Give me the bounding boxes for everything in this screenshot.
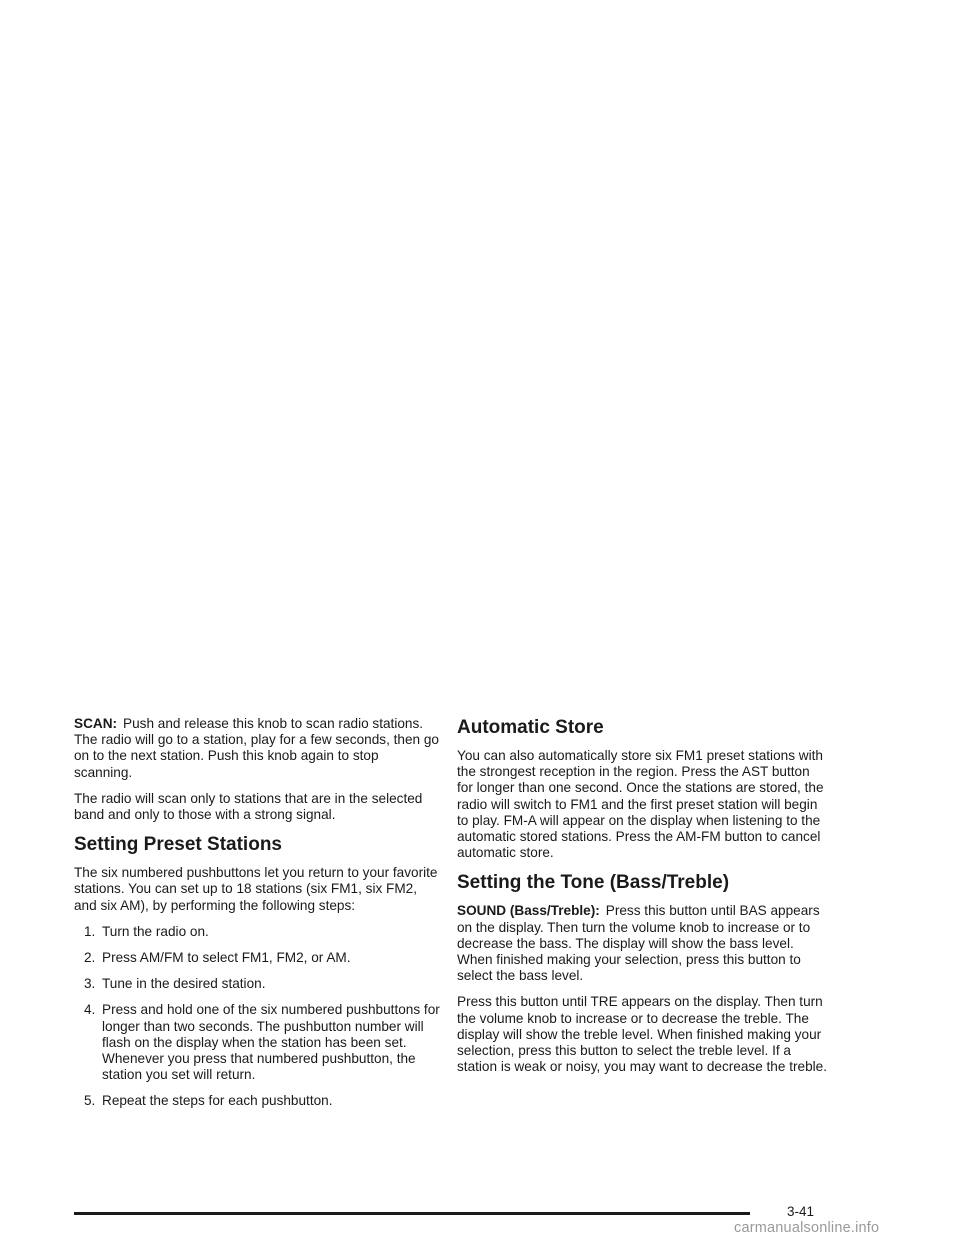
watermark: carmanualsonline.info	[734, 1220, 880, 1236]
preset-heading: Setting Preset Stations	[74, 834, 282, 856]
list-item	[74, 950, 440, 966]
step-number: 5.	[84, 1093, 96, 1109]
page-number: 3-41	[787, 1204, 815, 1219]
preset-steps-list	[74, 924, 440, 1110]
scan-label: SCAN:	[74, 716, 118, 731]
sound-label: SOUND (Bass/Treble):	[457, 903, 600, 919]
right-column	[457, 716, 827, 1085]
step-number: 3.	[84, 976, 96, 992]
tone-heading: Setting the Tone (Bass/Treble)	[457, 872, 730, 894]
sound-text: Press this button until BAS appears on the display. Then turn the volume knob to increase or to decrease the bass. The display will show the bass level. When finished making your selection, press this button to select the bass level.	[457, 903, 820, 984]
sound-paragraph	[457, 903, 827, 984]
scan-text: Push and release this knob to scan radio stations. The radio will go to a station, play for a few seconds, then go on to the next station. Push this knob again to stop scanning.	[74, 716, 439, 780]
step-text: Tune in the desired station.	[102, 976, 266, 992]
step-text: Press AM/FM to select FM1, FM2, or AM.	[102, 950, 351, 966]
scan-paragraph	[74, 716, 440, 781]
list-item	[74, 976, 440, 992]
automatic-store-text: You can also automatically store six FM1 preset stations with the strongest reception in the region. Press the AST button for longer than one second. Once the stations are stored, the radio will switch to FM1 and the first preset station will begin to play. FM-A will appear on the display when listening to the automatic stored stations. Press the AM-FM button to cancel automatic store.	[457, 748, 824, 861]
scan-note: The radio will scan only to stations that are in the selected band and only to those with a strong signal.	[74, 790, 423, 823]
treble-paragraph: Press this button until TRE appears on the display. Then turn the volume knob to increase or to decrease the treble. The display will show the treble level. When finished making your selection, press this button to select the treble level. If a station is weak or noisy, you may want to decrease the treble.	[457, 994, 827, 1075]
list-item	[74, 1093, 440, 1109]
footer-rule	[74, 1212, 750, 1215]
list-item	[74, 1002, 440, 1083]
left-column	[74, 716, 440, 1120]
step-text: Press and hold one of the six numbered pushbuttons for longer than two seconds. The pushbutton number will flash on the display when the station has been set. Whenever you press that numbered pushbutton, the station you set will return.	[102, 1002, 440, 1083]
step-number: 1.	[84, 923, 96, 939]
list-item	[74, 924, 440, 940]
step-number: 2.	[84, 950, 96, 966]
preset-intro: The six numbered pushbuttons let you return to your favorite stations. You can set up to 18 stations (six FM1, six FM2, and six AM), by performing the following steps:	[74, 865, 438, 913]
step-number: 4.	[84, 1002, 96, 1018]
step-text: Turn the radio on.	[102, 923, 209, 939]
step-text: Repeat the steps for each pushbutton.	[102, 1093, 333, 1109]
automatic-store-heading: Automatic Store	[457, 717, 604, 738]
